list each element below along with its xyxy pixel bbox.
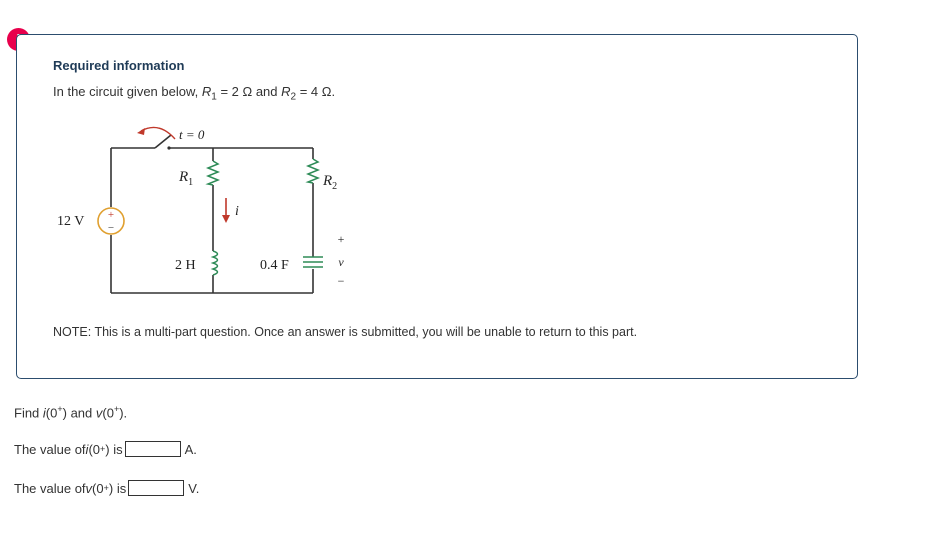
info-title: Required information [53, 58, 185, 73]
voltage-answer-input[interactable] [128, 480, 184, 496]
required-information-box [16, 34, 858, 379]
circuit-diagram [51, 123, 381, 303]
source-minus: − [107, 222, 115, 234]
r1-value: = 2 Ω and [216, 84, 282, 99]
find-mid-1: (0 [45, 405, 58, 421]
current-answer-input[interactable] [125, 441, 181, 457]
current-label: i [235, 204, 239, 219]
note-text: NOTE: This is a multi-part question. Once an answer is submitted, you will be unable to return to this part. [53, 325, 638, 339]
r1-label: $R_1$ [179, 169, 194, 188]
inductor-label: 2 H [175, 258, 196, 273]
voltage-plus: + [337, 232, 345, 246]
answer-arg: (0 [92, 480, 104, 496]
voltage-unit: V. [188, 480, 200, 496]
source-plus: + [107, 209, 115, 221]
find-prefix: Find [14, 405, 43, 421]
find-mid-2: (0 [102, 405, 114, 421]
answer-var: i [85, 441, 89, 457]
switch-label: t = 0 [179, 127, 205, 142]
answer-arg: (0 [88, 441, 100, 457]
answer-suffix: ) is [108, 480, 127, 496]
r2-resistor [308, 159, 318, 183]
info-text [53, 84, 335, 103]
r1-sub: 1 [211, 91, 217, 103]
r2-label: $R_2$ [323, 173, 338, 192]
voltage-minus: − [337, 274, 345, 288]
capacitor [303, 257, 323, 267]
current-arrow [222, 198, 230, 223]
r2-symbol: R [281, 84, 291, 99]
inductor [213, 251, 218, 275]
find-end: ). [119, 405, 128, 421]
find-sup-1: + [57, 404, 63, 414]
find-prompt [14, 404, 127, 420]
answer-prefix: The value of [14, 480, 86, 496]
find-and: ) and [62, 405, 96, 421]
find-i: i [42, 405, 46, 421]
answer-var: v [85, 480, 93, 496]
find-v: v [95, 405, 103, 421]
answer-row-current [14, 441, 197, 457]
answer-suffix: ) is [105, 441, 123, 457]
current-unit: A. [184, 441, 197, 457]
answer-sup: + [103, 483, 109, 493]
answer-prefix: The value of [14, 441, 86, 457]
info-intro: In the circuit given below, [53, 84, 199, 99]
capacitor-label: 0.4 F [260, 258, 289, 273]
r1-resistor [208, 161, 218, 185]
r1-symbol: R [201, 84, 212, 99]
voltage-source [98, 208, 124, 234]
answer-sup: + [100, 444, 106, 454]
r2-value: = 4 Ω. [296, 84, 336, 99]
r2-sub: 2 [290, 91, 297, 103]
find-sup-2: + [113, 404, 120, 414]
answer-row-voltage [14, 480, 199, 496]
source-label: 12 V [57, 214, 85, 229]
voltage-label: v [338, 255, 344, 269]
